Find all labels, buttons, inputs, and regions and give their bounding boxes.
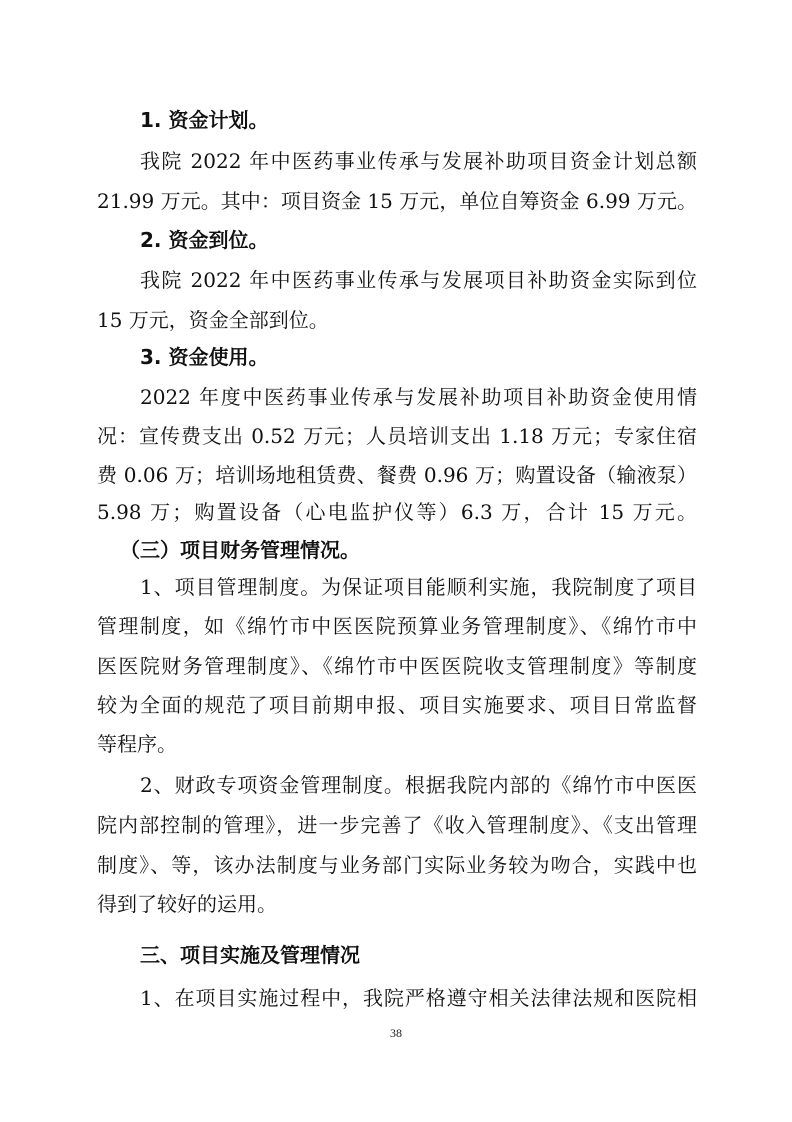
paragraph-line: 15 万元，资金全部到位。 — [97, 308, 329, 332]
paragraph-line: 1、在项目实施过程中，我院严格遵守相关法律法规和医院相 — [140, 986, 697, 1010]
paragraph-line: 我院 2022 年中医药事业传承与发展项目补助资金实际到位 — [140, 268, 697, 292]
paragraph-line: 费 0.06 万；培训场地租赁费、餐费 0.96 万；购置设备（输液泵） — [97, 463, 697, 487]
paragraph-line: 等程序。 — [97, 732, 177, 756]
paragraph-line: 2、财政专项资金管理制度。根据我院内部的《绵竹市中医医 — [140, 773, 697, 797]
paragraph-line: 我院 2022 年中医药事业传承与发展补助项目资金计划总额 — [140, 149, 697, 173]
paragraph-line: 5.98 万；购置设备（心电监护仪等）6.3 万，合计 15 万元。 — [97, 500, 697, 524]
paragraph-line: 1、项目管理制度。为保证项目能顺利实施，我院制度了项目 — [140, 575, 697, 599]
chapter-heading-implementation: 三、项目实施及管理情况 — [140, 943, 360, 967]
paragraph-line: 医医院财务管理制度》、《绵竹市中医医院收支管理制度》等制度 — [97, 654, 697, 678]
page-number: 38 — [390, 1026, 402, 1040]
paragraph-line: 制度》、等，该办法制度与业务部门实际业务较为吻合，实践中也 — [97, 853, 697, 877]
section-heading-funding-plan: 1. 资金计划。 — [140, 108, 269, 132]
paragraph-line: 院内部控制的管理》，进一步完善了《收入管理制度》、《支出管理 — [97, 813, 697, 837]
paragraph-line: 2022 年度中医药事业传承与发展补助项目补助资金使用情 — [140, 385, 697, 409]
section-heading-funding-arrival: 2. 资金到位。 — [140, 228, 269, 252]
paragraph-line: 管理制度，如《绵竹市中医医院预算业务管理制度》、《绵竹市中 — [97, 614, 697, 638]
paragraph-line: 得到了较好的运用。 — [97, 892, 277, 916]
paragraph-line: 21.99 万元。其中：项目资金 15 万元，单位自筹资金 6.99 万元。 — [97, 189, 697, 213]
section-heading-funding-usage: 3. 资金使用。 — [140, 345, 269, 369]
paragraph-line: 况：宣传费支出 0.52 万元；人员培训支出 1.18 万元；专家住宿 — [97, 424, 697, 448]
paragraph-line: 较为全面的规范了项目前期申报、项目实施要求、项目日常监督 — [97, 693, 697, 717]
section-heading-financial-management: （三）项目财务管理情况。 — [120, 538, 360, 562]
